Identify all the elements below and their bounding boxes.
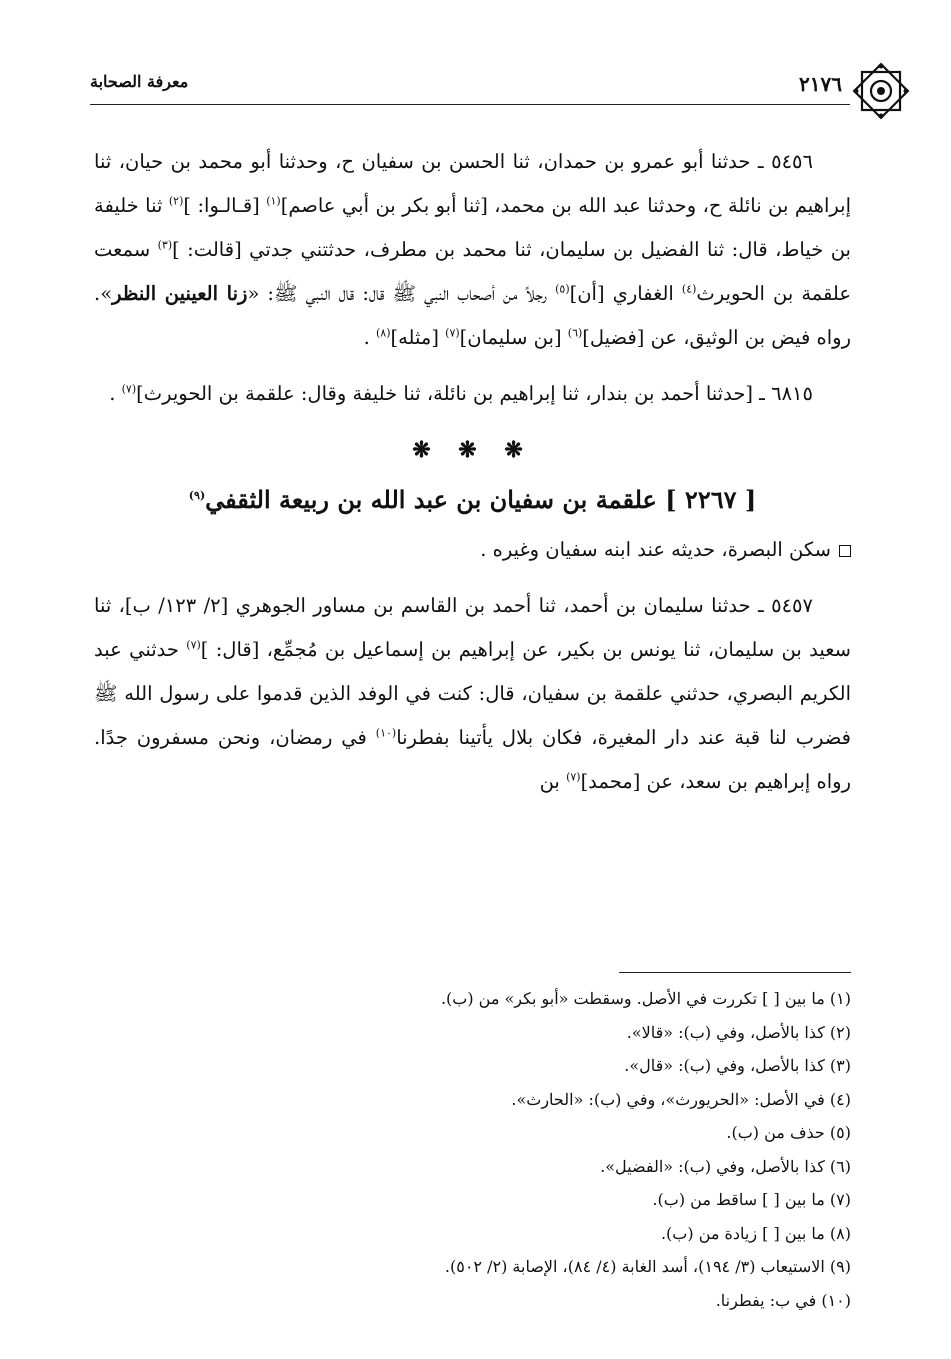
octagram-ornament-icon <box>850 60 912 122</box>
text-run: ٥٤٥٧ ـ حدثنا سليمان بن أحمد، ثنا أحمد بن القاسم بن مساور الجوهري [٢/ ١٢٣/ ب]، ثنا سعيد بن سليمان، ثنا يونس بن بكير، عن إبراهيم بن إسماعيل بن مُجمِّع، [قال: ] <box>94 594 852 661</box>
text-run: ثنا خليفة بن خياط، قال: ثنا الفضيل بن سليمان، ثنا محمد بن مطرف، حدثتني جدتي [قالت: ] <box>94 194 851 261</box>
running-title: معرفة الصحابة <box>90 72 189 91</box>
entry-heading <box>94 478 851 522</box>
footnote-item: (٦) كذا بالأصل، وفي (ب): «الفضيل». <box>600 1156 851 1176</box>
page-header <box>90 62 850 102</box>
footnote-ref: (٧) <box>566 770 581 784</box>
square-bullet-icon <box>839 545 851 557</box>
text-run: حدثني عبد الكريم البصري، حدثني علقمة بن سفيان، قال: كنت في الوفد الذين قدموا على رسول الله ﷺ فضرب لنا قبة عند دار المغيرة، فكان بلال يأتينا بفطرنا <box>94 638 851 749</box>
footnote-ref: (٧) <box>186 638 201 652</box>
footnote-ref: (٤) <box>681 282 697 296</box>
footnote-ref: (٥) <box>555 282 570 296</box>
entry-intro <box>94 528 851 572</box>
footnote-ref: (٩) <box>188 489 206 502</box>
text-run: . <box>363 326 376 349</box>
text-run: ٥٤٥٦ ـ حدثنا أبو عمرو بن حمدان، ثنا الحسن بن سفيان ح، وحدثنا أبو محمد بن حيان، ثنا إبراهيم بن نائلة ح، وحدثنا عبد الله بن محمد، [ثنا أبو بكر بن أبي عاصم] <box>94 150 851 217</box>
text-run: [قـالـوا: ] <box>183 194 267 217</box>
footnote-item: (٩) الاستيعاب (٣/ ١٩٤)، أسد الغابة (٤/ ٨٤)، الإصابة (٢/ ٥٠٢). <box>444 1257 851 1276</box>
footnote-item: (٤) في الأصل: «الحريورث»، وفي (ب): «الحارث». <box>511 1089 851 1109</box>
text-run: سمعت علقمة بن الحويرث <box>94 238 851 305</box>
text-run: بن <box>539 770 567 793</box>
text-run: ». رواه فيض بن الوثيق، عن [فضيل] <box>94 282 851 349</box>
footnotes-list <box>94 982 851 1317</box>
text-run: رجلاً من أصحاب النبي ﷺ قال: قال النبي ﷺ: « <box>247 282 556 305</box>
footnote-item: (٥) حذف من (ب). <box>726 1123 851 1142</box>
text-run: ٦٨١٥ ـ [حدثنا أحمد بن بندار، ثنا إبراهيم بن نائلة، ثنا خليفة وقال: علقمة بن الحويرث] <box>136 382 813 405</box>
footnote-ref: (٧) <box>121 382 137 396</box>
hadith-5457 <box>94 584 851 804</box>
footnote-ref: (٦) <box>567 326 583 340</box>
footnote-item: (٧) ما بين [ ] ساقط من (ب). <box>652 1190 851 1209</box>
footnote-item: (٣) كذا بالأصل، وفي (ب): «قال». <box>624 1056 851 1075</box>
footnote-ref: (٧) <box>445 326 460 340</box>
text-run: سكن البصرة، حديثه عند ابنه سفيان وغيره . <box>480 538 831 561</box>
hadith-5456 <box>94 140 851 360</box>
footnote-item: (٨) ما بين [ ] زيادة من (ب). <box>660 1223 851 1243</box>
footnote-ref: (٨) <box>375 326 391 340</box>
text-run: [مثله] <box>390 326 446 349</box>
footnote-ref: (١٠) <box>375 726 397 740</box>
footnote-ref: (١) <box>266 194 281 208</box>
heading-text: [ ٢٢٦٧ ] علقمة بن سفيان بن عبد الله بن ربيعة الثقفي <box>205 485 757 514</box>
page-number: ٢١٧٦ <box>799 72 842 96</box>
footnote-separator <box>619 972 851 973</box>
text-run: . <box>109 382 122 405</box>
text-run: [بن سليمان] <box>459 326 568 349</box>
footnote-ref: (٢) <box>168 194 184 208</box>
footnote-ref: (٣) <box>157 238 173 252</box>
footnote-item: (١٠) في ب: يفطرنا. <box>715 1290 851 1310</box>
main-text <box>94 140 851 816</box>
footnote-item: (٢) كذا بالأصل، وفي (ب): «قالا». <box>626 1022 851 1042</box>
hadith-quote: زنا العينين النظر <box>112 282 248 305</box>
header-rule <box>90 104 850 105</box>
text-run: الغفاري [أن] <box>569 282 682 305</box>
text-run: في رمضان، ونحن مسفرون جدًا. رواه إبراهيم بن سعد، عن [محمد] <box>94 726 851 793</box>
footnote-item: (١) ما بين [ ] تكررت في الأصل. وسقطت «أبو بكر» من (ب). <box>440 989 851 1008</box>
section-divider-stars: ❋ ❋ ❋ <box>412 437 533 463</box>
hadith-6815 <box>94 372 851 416</box>
